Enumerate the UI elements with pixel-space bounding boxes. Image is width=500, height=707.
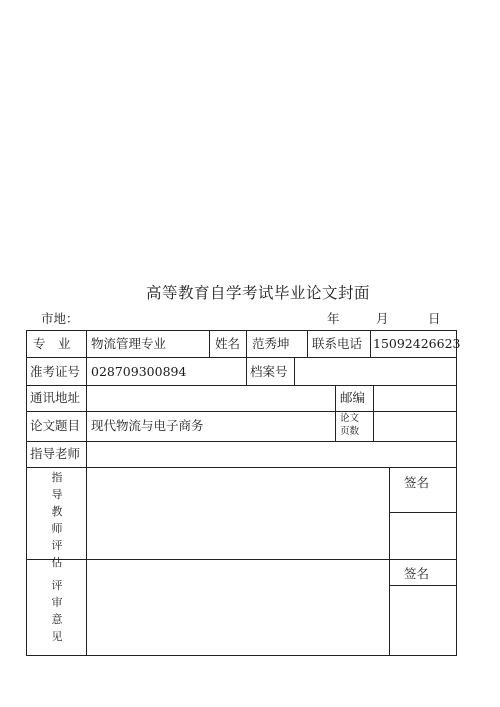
row-divider	[27, 411, 456, 412]
cover-form-table	[26, 330, 461, 656]
pages-label-line1: 论文	[340, 413, 360, 424]
document-title: 高等教育自学考试毕业论文封面	[145, 284, 370, 302]
col-divider	[389, 467, 390, 656]
exam-id-value: 028709300894	[91, 364, 187, 379]
month-label: 月	[376, 311, 389, 326]
col-divider	[294, 357, 295, 385]
col-divider	[335, 385, 336, 441]
review-sign-label: 签名	[404, 566, 430, 581]
sign-divider	[389, 512, 457, 513]
phone-label: 联系电话	[312, 336, 363, 351]
col-divider	[373, 385, 374, 441]
archive-label: 档案号	[250, 364, 288, 379]
thesis-title-value: 现代物流与电子商务	[91, 418, 204, 433]
city-label: 市地：	[41, 311, 79, 326]
address-label: 通讯地址	[30, 390, 81, 405]
major-value: 物流管理专业	[91, 336, 167, 351]
row-divider	[27, 467, 456, 468]
row-divider	[27, 441, 456, 442]
review-label: 评审意见	[51, 579, 63, 643]
col-divider	[370, 331, 371, 357]
day-label: 日	[428, 311, 441, 326]
name-value: 范秀坤	[252, 336, 290, 351]
major-label: 专 业	[33, 336, 71, 351]
row-divider	[27, 385, 456, 386]
exam-id-label: 准考证号	[30, 364, 81, 379]
col-divider	[246, 331, 247, 385]
phone-value: 15092426623	[373, 336, 461, 351]
thesis-title-label: 论文题目	[30, 418, 81, 433]
col-divider	[209, 331, 210, 357]
col-divider	[307, 331, 308, 357]
row-divider	[27, 559, 456, 560]
col-divider	[86, 331, 87, 656]
sign-divider	[389, 585, 457, 586]
name-label: 姓名	[215, 336, 241, 351]
advisor-label: 指导老师	[30, 446, 81, 461]
year-label: 年	[327, 311, 340, 326]
pages-label-line2: 页数	[340, 426, 360, 437]
advisor-sign-label: 签名	[404, 475, 430, 490]
advisor-eval-label: 指导教师评估	[51, 471, 63, 569]
postcode-label: 邮编	[340, 390, 366, 405]
row-divider	[27, 357, 456, 358]
